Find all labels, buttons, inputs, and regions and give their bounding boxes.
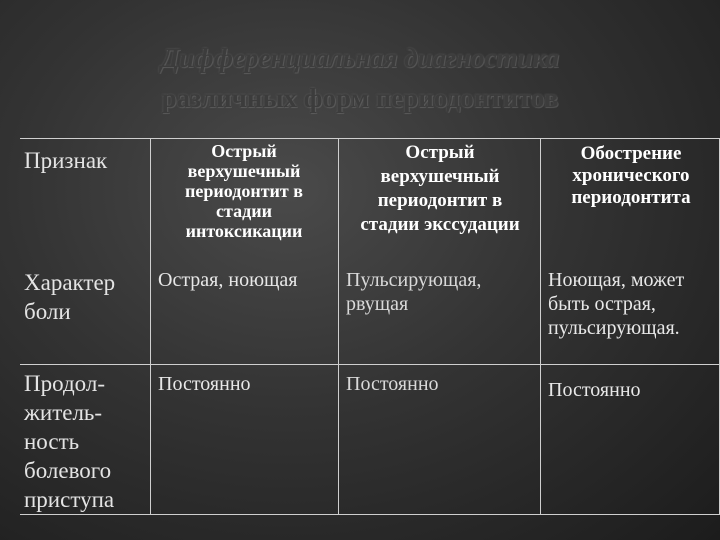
cell-pain-chronic: Ноющая, может быть острая, пульсирующая. xyxy=(548,269,685,339)
header-cell-exudation: Острый верхушечный периодонтит в стадии экссудации xyxy=(360,142,520,235)
header-cell-chronic-exacerbation: Обострение хронического периодонтита xyxy=(571,143,691,208)
title-line-1: Дифференциальная диагностика xyxy=(160,43,560,73)
row-divider xyxy=(20,364,720,365)
column-divider-1 xyxy=(150,138,151,515)
column-divider-3 xyxy=(540,138,541,515)
row-label-pain-character: Характер боли xyxy=(24,270,116,324)
cell-pain-intoxication: Острая, ноющая xyxy=(158,269,298,291)
table-border-top xyxy=(20,138,720,139)
column-divider-2 xyxy=(338,138,339,515)
row-label-attack-duration: Продол-житель-ность болевого приступа xyxy=(24,371,115,512)
cell-duration-chronic: Постоянно xyxy=(548,379,641,401)
cell-pain-exudation: Пульсирующая, рвущая xyxy=(346,269,482,315)
header-cell-intoxication: Острый верхушечный периодонтит в стадии интоксикации xyxy=(185,141,303,241)
cell-duration-intoxication: Постоянно xyxy=(158,373,251,395)
title-line-2: различных форм периодонтитов xyxy=(161,83,559,113)
table-border-bottom xyxy=(20,514,720,515)
cell-duration-exudation: Постоянно xyxy=(346,373,439,395)
header-cell-feature: Признак xyxy=(24,148,108,173)
